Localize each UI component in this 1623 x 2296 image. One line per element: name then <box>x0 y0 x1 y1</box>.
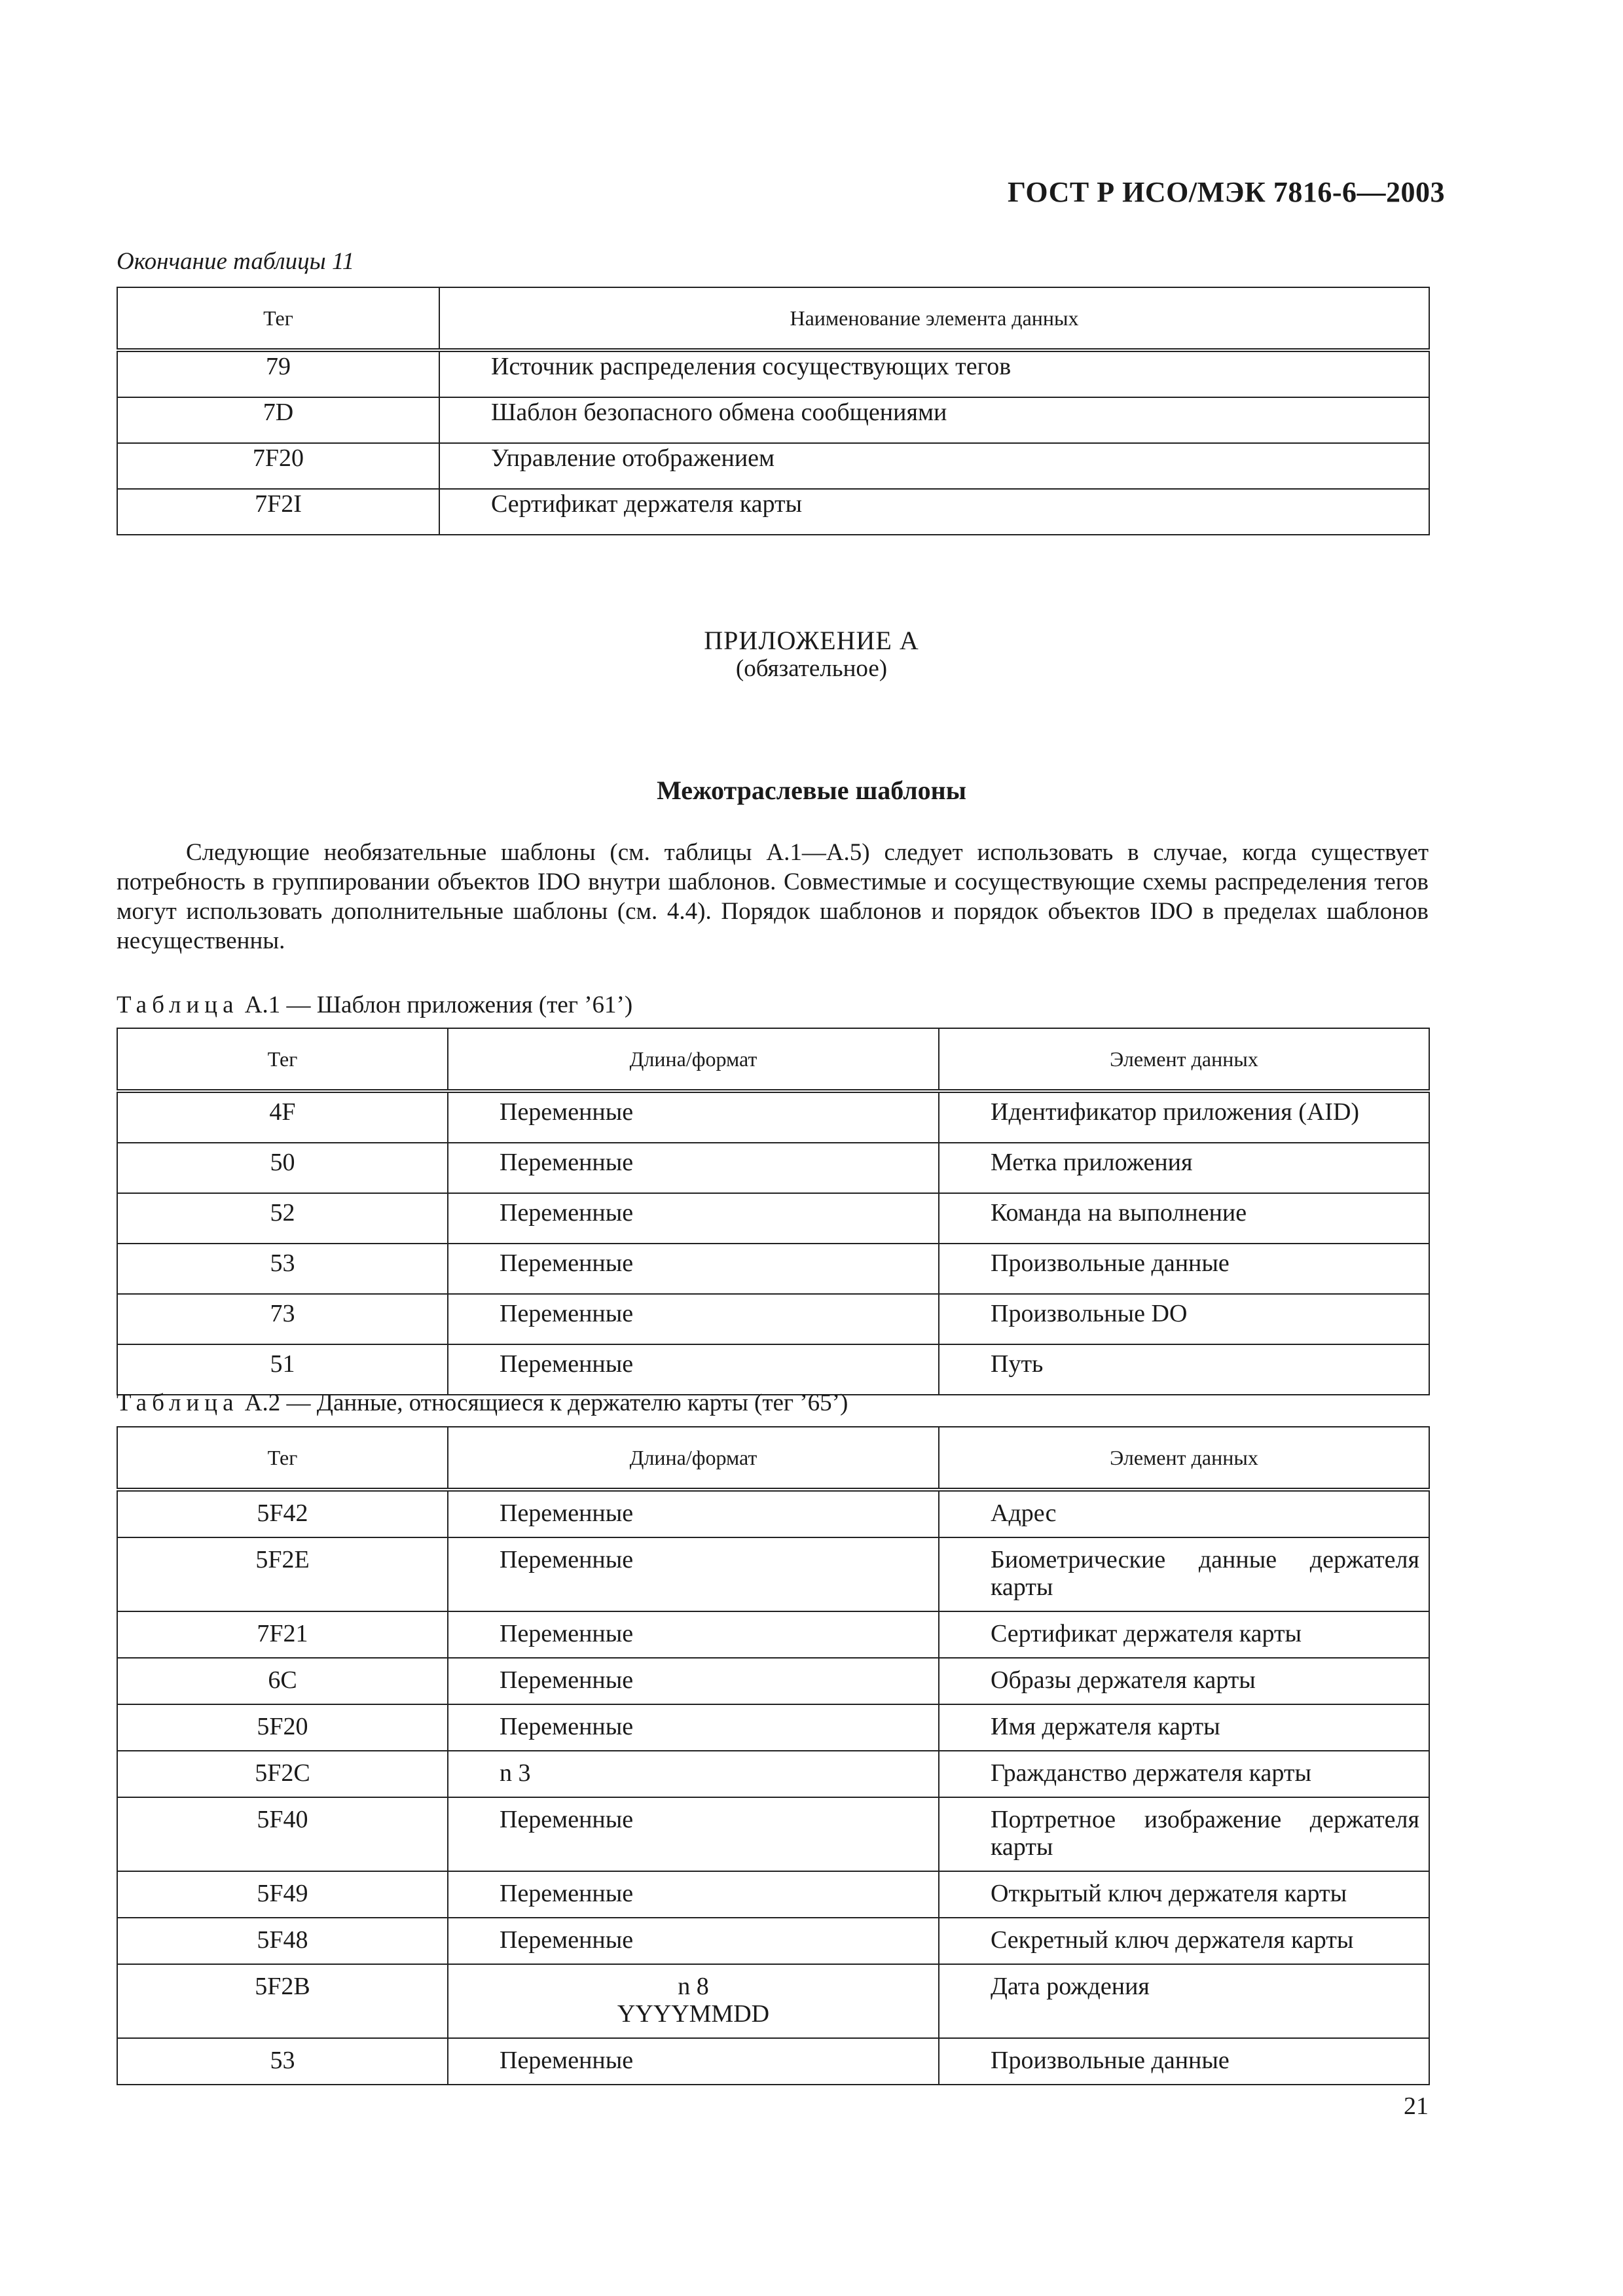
cell-element: Имя держателя карты <box>939 1704 1429 1751</box>
cell-format: Переменные <box>448 1918 939 1964</box>
table-a2 <box>117 1426 1430 2085</box>
cell-element: Сертификат держателя карты <box>939 1611 1429 1658</box>
page-number: 21 <box>1404 2092 1429 2120</box>
table-row <box>117 1871 1429 1918</box>
table-row <box>117 489 1429 535</box>
cell-name: Сертификат держателя карты <box>439 489 1429 535</box>
format-line-2: YYYYMMDD <box>617 2000 770 2028</box>
cell-tag: 51 <box>117 1344 448 1395</box>
cell-tag: 5F48 <box>117 1918 448 1964</box>
cell-element: Произвольные DO <box>939 1294 1429 1344</box>
cell-name: Шаблон безопасного обмена сообщениями <box>439 397 1429 443</box>
table-row <box>117 1611 1429 1658</box>
table-row <box>117 1964 1429 2038</box>
table-row <box>117 1244 1429 1294</box>
cell-element: Образы держателя карты <box>939 1658 1429 1704</box>
column-header-tag: Тег <box>117 1028 448 1091</box>
table-header-row <box>117 287 1429 350</box>
cell-format: Переменные <box>448 1193 939 1244</box>
cell-element: Открытый ключ держателя карты <box>939 1871 1429 1918</box>
caption-text: А.1 — Шаблон приложения (тег ’61’) <box>238 992 633 1018</box>
cell-format: Переменные <box>448 1611 939 1658</box>
table-header-row <box>117 1028 1429 1091</box>
table-11-caption: Окончание таблицы 11 <box>117 248 355 275</box>
cell-element: Гражданство держателя карты <box>939 1751 1429 1797</box>
cell-tag: 7F20 <box>117 443 439 489</box>
table-row <box>117 350 1429 397</box>
cell-element: Портретное изображение держателя карты <box>939 1797 1429 1871</box>
cell-format: Переменные <box>448 1797 939 1871</box>
cell-element: Идентификатор приложения (AID) <box>939 1091 1429 1143</box>
table-row <box>117 1797 1429 1871</box>
caption-label: Таблица <box>117 1390 239 1416</box>
cell-name: Управление отображением <box>439 443 1429 489</box>
table-row <box>117 1091 1429 1143</box>
table-row <box>117 1490 1429 1537</box>
column-header-name: Наименование элемента данных <box>439 287 1429 350</box>
cell-tag: 4F <box>117 1091 448 1143</box>
cell-format: Переменные <box>448 2038 939 2085</box>
cell-element: Дата рождения <box>939 1964 1429 2038</box>
cell-tag: 5F40 <box>117 1797 448 1871</box>
table-row <box>117 1658 1429 1704</box>
cell-tag: 5F42 <box>117 1490 448 1537</box>
table-row <box>117 1143 1429 1193</box>
cell-name: Источник распределения сосуществующих тегов <box>439 350 1429 397</box>
cell-tag: 7F21 <box>117 1611 448 1658</box>
cell-element: Адрес <box>939 1490 1429 1537</box>
annex-title: ПРИЛОЖЕНИЕ А <box>704 626 919 655</box>
table-row <box>117 1193 1429 1244</box>
cell-element: Путь <box>939 1344 1429 1395</box>
table-a1 <box>117 1028 1430 1395</box>
caption-label: Таблица <box>117 992 239 1018</box>
cell-format: n 3 <box>448 1751 939 1797</box>
cell-tag: 79 <box>117 350 439 397</box>
cell-format: Переменные <box>448 1537 939 1611</box>
cell-format: Переменные <box>448 1244 939 1294</box>
table-a1-caption <box>117 991 632 1019</box>
column-header-element: Элемент данных <box>939 1028 1429 1091</box>
cell-format: Переменные <box>448 1294 939 1344</box>
table-header-row <box>117 1427 1429 1490</box>
document-code: ГОСТ Р ИСО/МЭК 7816-6—2003 <box>1007 176 1445 208</box>
cell-tag: 53 <box>117 1244 448 1294</box>
format-line-1: n 8 <box>678 1973 709 2000</box>
table-row <box>117 397 1429 443</box>
table-row <box>117 1704 1429 1751</box>
column-header-format: Длина/формат <box>448 1427 939 1490</box>
cell-tag: 5F2B <box>117 1964 448 2038</box>
cell-tag: 73 <box>117 1294 448 1344</box>
cell-tag: 6C <box>117 1658 448 1704</box>
caption-text: А.2 — Данные, относящиеся к держателю карты (тег ’65’) <box>238 1390 848 1416</box>
cell-tag: 50 <box>117 1143 448 1193</box>
cell-format: Переменные <box>448 1344 939 1395</box>
cell-format <box>448 1964 939 2038</box>
table-11 <box>117 287 1430 535</box>
cell-element: Метка приложения <box>939 1143 1429 1193</box>
cell-format: Переменные <box>448 1143 939 1193</box>
table-a2-caption <box>117 1389 848 1417</box>
table-row <box>117 1751 1429 1797</box>
cell-format: Переменные <box>448 1091 939 1143</box>
table-row <box>117 2038 1429 2085</box>
column-header-tag: Тег <box>117 1427 448 1490</box>
cell-element: Команда на выполнение <box>939 1193 1429 1244</box>
cell-element: Биометрические данные держателя карты <box>939 1537 1429 1611</box>
cell-element: Секретный ключ держателя карты <box>939 1918 1429 1964</box>
body-paragraph: Следующие необязательные шаблоны (см. таблицы А.1—А.5) следует использовать в случае, когда существует потребность в группировании объектов IDO внутри шаблонов. Совместимые и сосуществующие схемы распределения тегов могут использовать дополнительные шаблоны (см. 4.4). Порядок шаблонов и порядок объектов IDO в пределах шаблонов несущественны. <box>117 839 1429 954</box>
cell-tag: 7F2I <box>117 489 439 535</box>
section-title: Межотраслевые шаблоны <box>657 776 966 805</box>
table-row <box>117 1344 1429 1395</box>
cell-tag: 5F20 <box>117 1704 448 1751</box>
table-row <box>117 1537 1429 1611</box>
column-header-tag: Тег <box>117 287 439 350</box>
table-row <box>117 1294 1429 1344</box>
cell-element: Произвольные данные <box>939 1244 1429 1294</box>
column-header-element: Элемент данных <box>939 1427 1429 1490</box>
column-header-format: Длина/формат <box>448 1028 939 1091</box>
cell-tag: 5F2C <box>117 1751 448 1797</box>
cell-tag: 5F2E <box>117 1537 448 1611</box>
table-row <box>117 1918 1429 1964</box>
cell-tag: 7D <box>117 397 439 443</box>
cell-format: Переменные <box>448 1871 939 1918</box>
cell-tag: 53 <box>117 2038 448 2085</box>
cell-element: Произвольные данные <box>939 2038 1429 2085</box>
cell-format: Переменные <box>448 1490 939 1537</box>
table-row <box>117 443 1429 489</box>
annex-subtitle: (обязательное) <box>735 655 888 682</box>
cell-format: Переменные <box>448 1658 939 1704</box>
cell-format: Переменные <box>448 1704 939 1751</box>
cell-tag: 5F49 <box>117 1871 448 1918</box>
cell-tag: 52 <box>117 1193 448 1244</box>
